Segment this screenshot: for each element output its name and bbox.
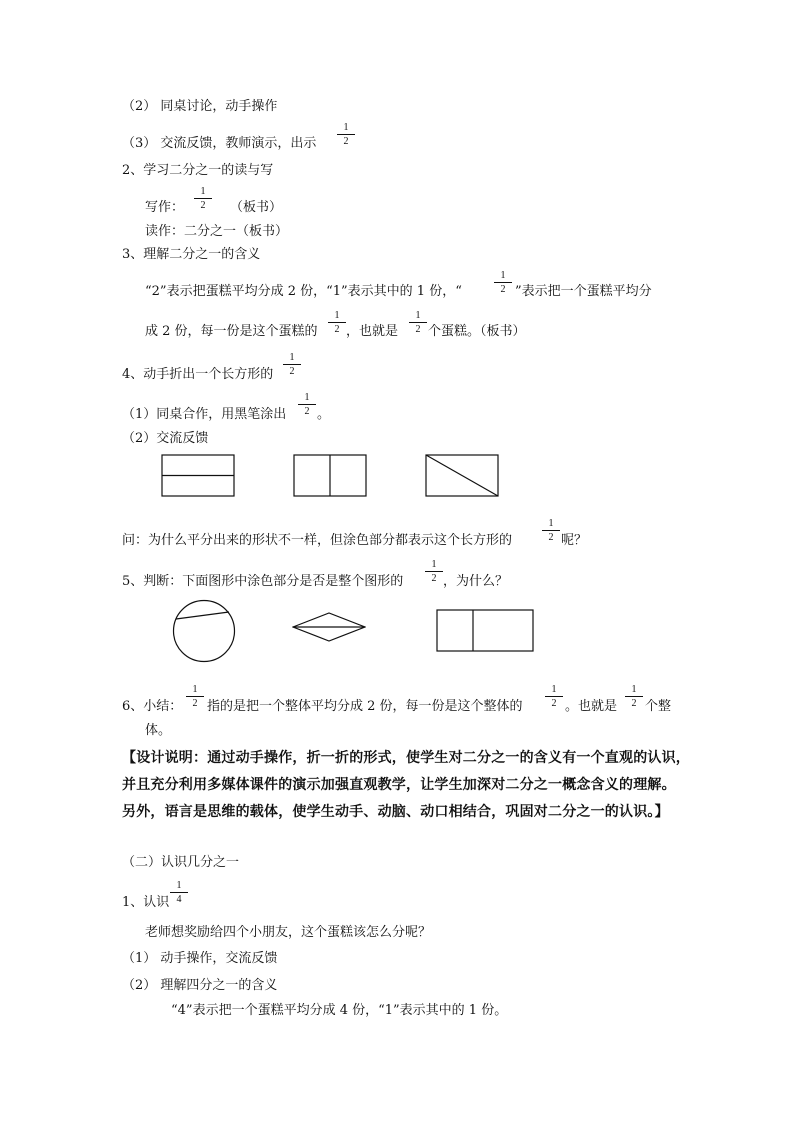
fraction-one-half: $\frac{1}{2}$ [328,310,346,335]
section-3-heading: 3、理解二分之一的含义 [122,247,261,262]
part-2-step-1: （1） 动手操作，交流反馈 [122,951,278,966]
fraction-one-half: $\frac{1}{2}$ [542,518,560,543]
rhombus-shape [292,612,366,642]
rect-diagonal-half [425,454,499,498]
meaning-text-2: 成 2 份，每一份是这个蛋糕的 [145,324,318,339]
fraction-one-quarter: $\frac{1}{4}$ [170,880,188,905]
fraction-one-half: $\frac{1}{2}$ [545,684,563,709]
design-note-line-2: 并且充分利用多媒体课件的演示加强直观教学，让学生加深对二分之一概念含义的理解。 [122,777,676,793]
write-label: 写作： [145,200,185,215]
rect-horizontal-half [161,454,235,498]
section-2-heading: 2、学习二分之一的读与写 [122,163,274,178]
summary-text: 指的是把一个整体平均分成 2 份，每一份是这个整体的 [207,699,523,714]
fraction-one-half: $\frac{1}{2}$ [625,684,643,709]
part-2-step-2: （2） 理解四分之一的含义 [122,978,278,993]
summary-text-c: 个整 [645,699,672,714]
part-2-heading: （二）认识几分之一 [122,855,240,870]
fraction-one-half: $\frac{1}{2}$ [186,684,204,709]
meaning-text-2b: ，也就是 [346,324,399,339]
circle-shape [171,599,239,663]
fraction-one-half: $\frac{1}{2}$ [494,270,512,295]
fraction-one-half: $\frac{1}{2}$ [337,122,355,147]
summary-text-d: 体。 [145,723,172,738]
meaning-text-1b: ”表示把一个蛋糕平均分 [515,284,652,299]
section-4-heading: 4、动手折出一个长方形的 [122,367,274,382]
meaning-text-2c: 个蛋糕。（板书） [428,324,526,339]
fraction-one-half: $\frac{1}{2}$ [194,186,212,211]
rect-vertical-half [293,454,367,498]
fraction-one-half: $\frac{1}{2}$ [283,352,301,377]
rect-unequal-parts [436,609,535,653]
step-2-text: （2） 同桌讨论，动手操作 [122,99,278,114]
design-note-line-1: 【设计说明：通过动手操作，折一折的形式，使学生对二分之一的含义有一个直观的认识， [122,750,690,766]
meaning-text-1: “2”表示把蛋糕平均分成 2 份，“1”表示其中的 1 份，“ [145,284,462,299]
question-end: 呢？ [561,533,588,548]
section-6-heading: 6、小结： [122,699,183,714]
section-5-end: ，为什么？ [443,574,509,589]
part-2-item-1: 1、认识 [122,895,170,910]
question-text: 问：为什么平分出来的形状不一样，但涂色部分都表示这个长方形的 [122,533,513,548]
fraction-one-half: $\frac{1}{2}$ [409,310,427,335]
period: 。 [317,407,331,422]
fraction-one-half: $\frac{1}{2}$ [298,392,316,417]
step-4-2-text: （2）交流反馈 [122,431,209,446]
step-4-1-text: （1）同桌合作，用黑笔涂出 [122,407,287,422]
fraction-one-half: $\frac{1}{2}$ [425,559,443,584]
teacher-question: 老师想奖励给四个小朋友，这个蛋糕该怎么分呢？ [145,925,432,940]
step-3-text: （3） 交流反馈，教师演示，出示 [122,136,317,151]
quarter-meaning: “4”表示把一个蛋糕平均分成 4 份，“1”表示其中的 1 份。 [171,1003,508,1018]
read-label: 读作：二分之一（板书） [145,224,289,239]
board-note: （板书） [230,200,283,215]
section-5-heading: 5、判断：下面图形中涂色部分是否是整个图形的 [122,574,404,589]
design-note-line-3: 另外，语言是思维的载体，使学生动手、动脑、动口相结合，巩固对二分之一的认识。】 [122,804,669,820]
summary-text-b: 。也就是 [565,699,618,714]
